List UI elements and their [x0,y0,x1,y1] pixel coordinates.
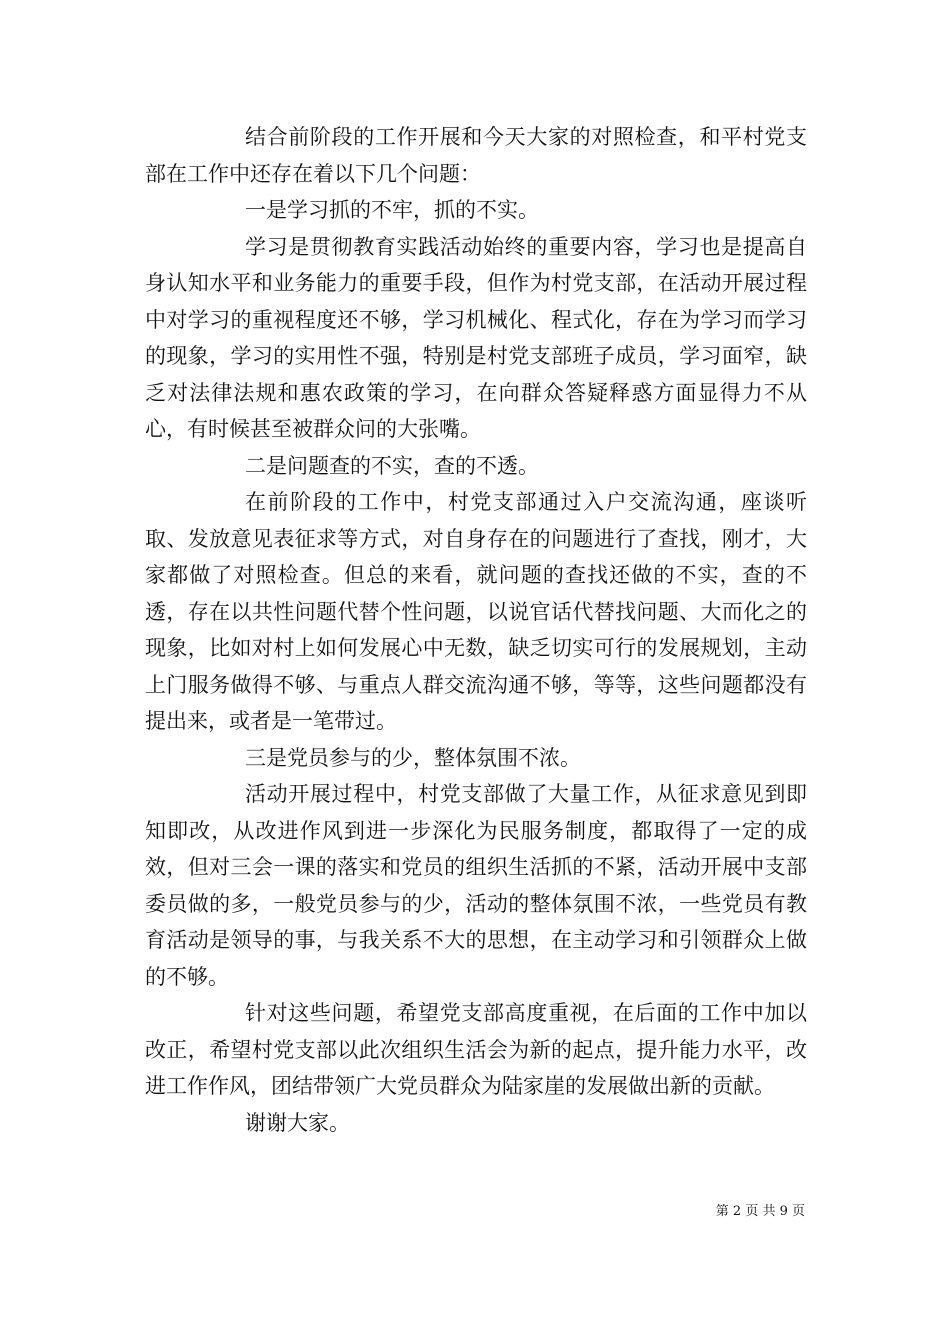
document-body [145,119,807,1141]
paragraph-issue-one: 学习是贯彻教育实践活动始终的重要内容，学习也是提高自身认知水平和业务能力的重要手段，但作为村党支部，在活动开展过程中对学习的重视程度还不够，学习机械化、程式化，存在为学习而学习的现象，学习的实用性不强，特别是村党支部班子成员，学习面窄，缺乏对法律法规和惠农政策的学习，在向群众答疑释惑方面显得力不从心，有时候甚至被群众问的大张嘴。 [145,234,807,441]
paragraph-conclusion: 针对这些问题，希望党支部高度重视，在后面的工作中加以改正，希望村党支部以此次组织生活会为新的起点，提升能力水平，改进工作作风，团结带领广大党员群众为陆家崖的发展做出新的贡献。 [145,1001,807,1098]
heading-issue-two: 二是问题查的不实，查的不透。 [245,453,539,478]
heading-issue-three: 三是党员参与的少，整体氛围不浓。 [245,745,581,770]
heading-issue-one: 一是学习抓的不牢，抓的不实。 [245,198,539,222]
page-number: 第 2 页 共 9 页 [715,1204,805,1219]
paragraph-issue-three: 活动开展过程中，村党支部做了大量工作，从征求意见到即知即改，从改进作风到进一步深化为民服务制度，都取得了一定的成效，但对三会一课的落实和党员的组织生活抓的不紧，活动开展中支部委员做的多，一般党员参与的少，活动的整体氛围不浓，一些党员有教育活动是领导的事，与我关系不大的思想，在主动学习和引领群众上做的不够。 [145,782,807,989]
paragraph-issue-two: 在前阶段的工作中，村党支部通过入户交流沟通，座谈听取、发放意见表征求等方式，对自身存在的问题进行了查找，刚才，大家都做了对照检查。但总的来看，就问题的查找还做的不实，查的不透，存在以共性问题代替个性问题，以说官话代替找问题、大而化之的现象，比如对村上如何发展心中无数，缺乏切实可行的发展规划，主动上门服务做得不够、与重点人群交流沟通不够，等等，这些问题都没有提出来，或者是一笔带过。 [145,490,807,733]
paragraph-thanks: 谢谢大家。 [245,1110,350,1135]
paragraph-intro: 结合前阶段的工作开展和今天大家的对照检查，和平村党支部在工作中还存在着以下几个问题： [145,125,807,186]
